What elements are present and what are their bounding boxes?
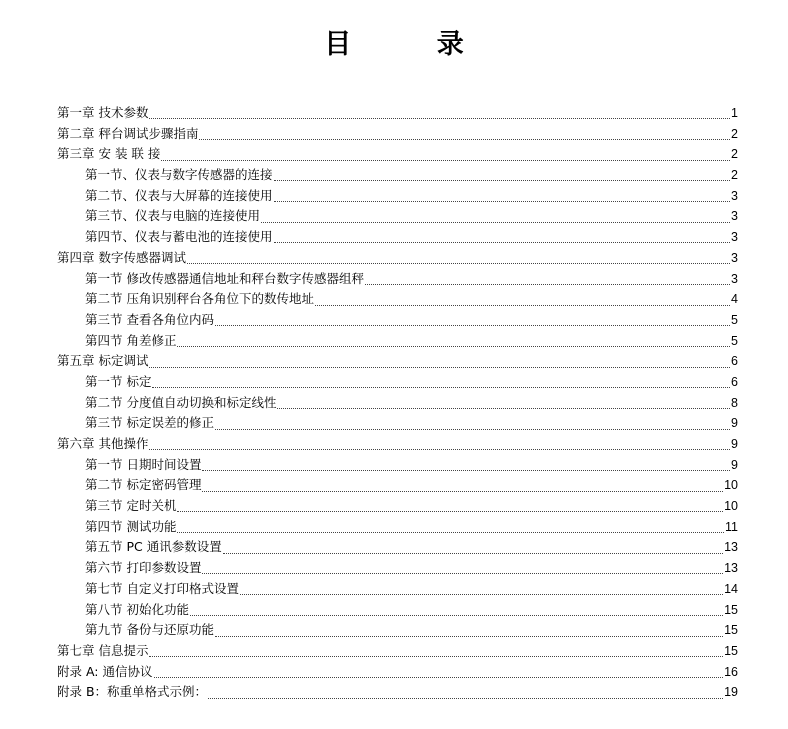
toc-section-entry[interactable] (57, 620, 738, 641)
toc-entry-label: 第四节 角差修正 (85, 332, 177, 348)
toc-page-number: 6 (731, 374, 738, 389)
toc-leader-dots (177, 345, 730, 347)
toc-entry-label: 第二节 压角识别秤台各角位下的数传地址 (85, 291, 314, 307)
toc-page-number: 2 (731, 168, 738, 183)
toc-leader-dots (202, 572, 723, 574)
toc-chapter-entry[interactable] (57, 124, 738, 145)
toc-entry-label: 第四章 数字传感器调试 (57, 249, 186, 265)
toc-section-entry[interactable] (57, 310, 738, 331)
toc-leader-dots (240, 593, 723, 595)
toc-leader-dots (199, 138, 730, 140)
toc-leader-dots (149, 117, 730, 119)
toc-entry-label: 第四节 测试功能 (85, 518, 177, 534)
toc-section-entry[interactable] (57, 269, 738, 290)
toc-chapter-entry[interactable] (57, 434, 738, 455)
toc-leader-dots (223, 552, 723, 554)
toc-entry-label: 第三节 标定误差的修正 (85, 415, 214, 431)
toc-page-number: 3 (731, 230, 738, 245)
toc-leader-dots (187, 262, 730, 264)
toc-chapter-entry[interactable] (57, 682, 738, 703)
toc-page-number: 14 (724, 581, 738, 596)
toc-page-number: 19 (724, 685, 738, 700)
toc-page-number: 4 (731, 292, 738, 307)
toc-title: 目 录 (324, 29, 502, 60)
toc-entry-label: 第二节、仪表与大屏幕的连接使用 (85, 187, 273, 203)
toc-leader-dots (215, 635, 723, 637)
toc-page-number: 11 (725, 519, 738, 534)
toc-entry-label: 第一节 标定 (85, 373, 152, 389)
toc-entry-label: 第一节 修改传感器通信地址和秤台数字传感器组秤 (85, 270, 364, 286)
toc-page-number: 5 (731, 333, 738, 348)
toc-page-number: 6 (731, 354, 738, 369)
toc-section-entry[interactable] (57, 372, 738, 393)
toc-page-number: 9 (731, 457, 738, 472)
toc-section-entry[interactable] (57, 517, 738, 538)
toc-page-number: 15 (724, 643, 738, 658)
toc-section-entry[interactable] (57, 393, 738, 414)
toc-entry-label: 第二节 分度值自动切换和标定线性 (85, 394, 277, 410)
toc-leader-dots (274, 179, 731, 181)
toc-chapter-entry[interactable] (57, 103, 738, 124)
toc-section-entry[interactable] (57, 537, 738, 558)
toc-section-entry[interactable] (57, 227, 738, 248)
toc-section-entry[interactable] (57, 475, 738, 496)
toc-leader-dots (202, 490, 723, 492)
toc-page-number: 15 (724, 602, 738, 617)
toc-section-entry[interactable] (57, 413, 738, 434)
toc-leader-dots (149, 366, 730, 368)
toc-page-number: 2 (731, 147, 738, 162)
toc-leader-dots (149, 655, 723, 657)
table-of-contents (57, 103, 738, 703)
toc-leader-dots (274, 200, 731, 202)
toc-leader-dots (177, 531, 724, 533)
toc-entry-label: 第六节 打印参数设置 (85, 560, 202, 576)
toc-leader-dots (208, 697, 723, 699)
toc-leader-dots (177, 510, 723, 512)
toc-page-number: 9 (731, 416, 738, 431)
toc-entry-label: 附录 A: 通信协议 (57, 663, 153, 679)
toc-entry-label: 第七节 自定义打印格式设置 (85, 580, 239, 596)
toc-leader-dots (261, 221, 730, 223)
toc-entry-label: 第三节、仪表与电脑的连接使用 (85, 208, 261, 224)
toc-chapter-entry[interactable] (57, 662, 738, 683)
toc-entry-label: 第二节 标定密码管理 (85, 477, 202, 493)
toc-section-entry[interactable] (57, 186, 738, 207)
toc-leader-dots (274, 241, 731, 243)
toc-leader-dots (315, 304, 730, 306)
toc-entry-label: 第五节 PC 通讯参数设置 (85, 539, 222, 555)
toc-entry-label: 第六章 其他操作 (57, 436, 149, 451)
toc-entry-label: 第九节 备份与还原功能 (85, 622, 214, 638)
toc-entry-label: 第一章 技术参数 (57, 105, 149, 120)
toc-section-entry[interactable] (57, 331, 738, 352)
toc-page-number: 2 (731, 126, 738, 141)
toc-section-entry[interactable] (57, 600, 738, 621)
toc-page-number: 3 (731, 271, 738, 286)
toc-page-number: 16 (724, 664, 738, 679)
toc-section-entry[interactable] (57, 496, 738, 517)
toc-entry-label: 第二章 秤台调试步骤指南 (57, 125, 199, 141)
toc-entry-label: 第四节、仪表与蓄电池的连接使用 (85, 229, 273, 245)
toc-page-number: 9 (731, 437, 738, 451)
toc-section-entry[interactable] (57, 558, 738, 579)
toc-section-entry[interactable] (57, 579, 738, 600)
toc-leader-dots (161, 159, 730, 161)
toc-chapter-entry[interactable] (57, 144, 738, 165)
toc-entry-label: 第五章 标定调试 (57, 353, 149, 369)
toc-entry-label: 附录 B：称重单格式示例： (57, 684, 208, 700)
toc-leader-dots (154, 676, 724, 678)
toc-chapter-entry[interactable] (57, 641, 738, 662)
toc-section-entry[interactable] (57, 206, 738, 227)
toc-entry-label: 第八节 初始化功能 (85, 601, 189, 617)
toc-leader-dots (365, 283, 730, 285)
toc-section-entry[interactable] (57, 455, 738, 476)
toc-leader-dots (215, 324, 730, 326)
toc-page-number: 1 (731, 106, 738, 120)
toc-page-number: 13 (724, 540, 738, 555)
toc-page-number: 15 (724, 623, 738, 638)
toc-page-number: 3 (731, 188, 738, 203)
toc-leader-dots (152, 386, 730, 388)
toc-entry-label: 第一节、仪表与数字传感器的连接 (85, 167, 273, 183)
toc-entry-label: 第三章 安 装 联 接 (57, 146, 161, 162)
toc-leader-dots (149, 448, 730, 450)
toc-page-number: 10 (724, 478, 738, 493)
toc-entry-label: 第七章 信息提示 (57, 642, 149, 658)
toc-leader-dots (190, 614, 723, 616)
toc-entry-label: 第三节 查看各角位内码 (85, 311, 214, 327)
toc-page-number: 3 (731, 250, 738, 265)
toc-leader-dots (202, 469, 730, 471)
toc-page-number: 10 (724, 499, 738, 514)
toc-leader-dots (215, 428, 730, 430)
toc-section-entry[interactable] (57, 165, 738, 186)
toc-entry-label: 第三节 定时关机 (85, 498, 177, 514)
toc-page-number: 13 (724, 561, 738, 576)
toc-page-number: 8 (731, 395, 738, 410)
toc-chapter-entry[interactable] (57, 351, 738, 372)
toc-chapter-entry[interactable] (57, 248, 738, 269)
toc-entry-label: 第一节 日期时间设置 (85, 456, 202, 472)
toc-page-number: 5 (731, 312, 738, 327)
toc-page-number: 3 (731, 209, 738, 224)
toc-leader-dots (277, 407, 730, 409)
toc-section-entry[interactable] (57, 289, 738, 310)
